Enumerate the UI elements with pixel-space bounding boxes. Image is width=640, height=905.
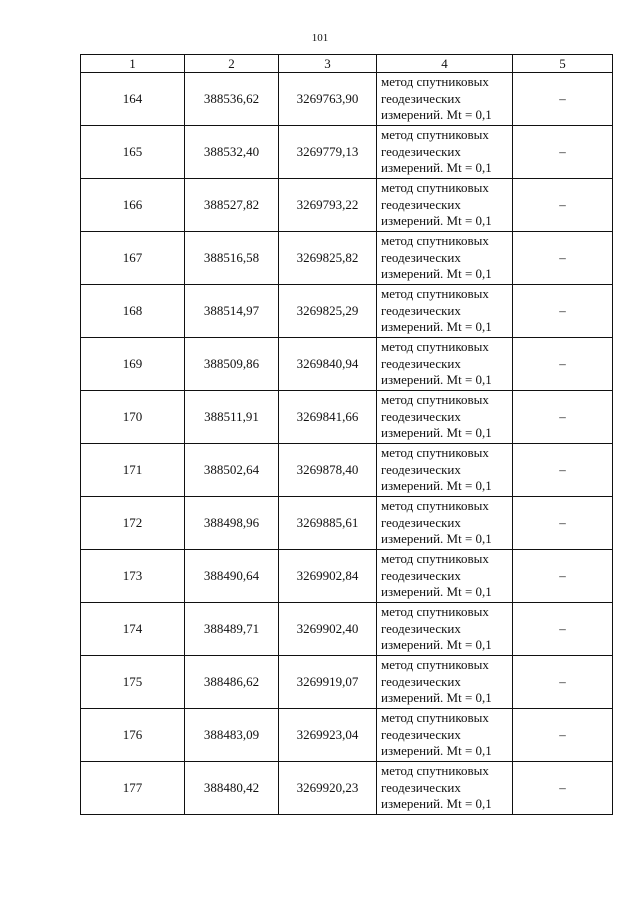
- method-text-line: измерений. Mt = 0,1: [381, 319, 492, 335]
- table-body: [81, 73, 613, 815]
- x-coordinate-cell: 388536,62: [185, 73, 279, 126]
- method-text-line: метод спутниковых: [381, 657, 489, 673]
- table-row: [81, 232, 613, 285]
- method-cell: [377, 126, 513, 179]
- table-row: [81, 762, 613, 815]
- column-header-2: 2: [185, 55, 279, 73]
- note-cell: –: [513, 709, 613, 762]
- method-text-line: геодезических: [381, 249, 461, 265]
- point-number-cell: 169: [81, 338, 185, 391]
- y-coordinate-cell: 3269902,84: [279, 550, 377, 603]
- x-coordinate-cell: 388490,64: [185, 550, 279, 603]
- y-coordinate-cell: 3269923,04: [279, 709, 377, 762]
- note-cell: –: [513, 762, 613, 815]
- x-coordinate-cell: 388489,71: [185, 603, 279, 656]
- note-cell: –: [513, 603, 613, 656]
- coordinates-table: [80, 54, 613, 815]
- method-text-line: метод спутниковых: [381, 392, 489, 408]
- column-header-4: 4: [377, 55, 513, 73]
- note-cell: –: [513, 656, 613, 709]
- point-number-cell: 174: [81, 603, 185, 656]
- column-header-3: 3: [279, 55, 377, 73]
- method-text-line: измерений. Mt = 0,1: [381, 690, 492, 706]
- note-cell: –: [513, 126, 613, 179]
- method-text-line: метод спутниковых: [381, 286, 489, 302]
- method-cell: [377, 603, 513, 656]
- note-cell: –: [513, 497, 613, 550]
- column-header-1: 1: [81, 55, 185, 73]
- method-text-line: геодезических: [381, 779, 461, 795]
- method-text-line: измерений. Mt = 0,1: [381, 107, 492, 123]
- method-cell: [377, 391, 513, 444]
- method-text-line: измерений. Mt = 0,1: [381, 584, 492, 600]
- x-coordinate-cell: 388532,40: [185, 126, 279, 179]
- method-cell: [377, 232, 513, 285]
- column-header-5: 5: [513, 55, 613, 73]
- y-coordinate-cell: 3269825,82: [279, 232, 377, 285]
- method-cell: [377, 444, 513, 497]
- method-text-line: метод спутниковых: [381, 180, 489, 196]
- method-text-line: геодезических: [381, 355, 461, 371]
- table-row: [81, 603, 613, 656]
- point-number-cell: 172: [81, 497, 185, 550]
- note-cell: –: [513, 444, 613, 497]
- method-text-line: измерений. Mt = 0,1: [381, 796, 492, 812]
- point-number-cell: 175: [81, 656, 185, 709]
- method-text-line: метод спутниковых: [381, 339, 489, 355]
- x-coordinate-cell: 388498,96: [185, 497, 279, 550]
- method-cell: [377, 709, 513, 762]
- method-text-line: геодезических: [381, 567, 461, 583]
- method-cell: [377, 338, 513, 391]
- point-number-cell: 166: [81, 179, 185, 232]
- point-number-cell: 171: [81, 444, 185, 497]
- method-text-line: измерений. Mt = 0,1: [381, 531, 492, 547]
- y-coordinate-cell: 3269885,61: [279, 497, 377, 550]
- x-coordinate-cell: 388511,91: [185, 391, 279, 444]
- y-coordinate-cell: 3269920,23: [279, 762, 377, 815]
- table-header-row: [81, 55, 613, 73]
- method-text-line: метод спутниковых: [381, 445, 489, 461]
- x-coordinate-cell: 388514,97: [185, 285, 279, 338]
- point-number-cell: 164: [81, 73, 185, 126]
- method-text-line: измерений. Mt = 0,1: [381, 160, 492, 176]
- method-text-line: измерений. Mt = 0,1: [381, 213, 492, 229]
- point-number-cell: 173: [81, 550, 185, 603]
- method-cell: [377, 73, 513, 126]
- method-text-line: геодезических: [381, 408, 461, 424]
- point-number-cell: 170: [81, 391, 185, 444]
- note-cell: –: [513, 285, 613, 338]
- y-coordinate-cell: 3269793,22: [279, 179, 377, 232]
- method-text-line: метод спутниковых: [381, 763, 489, 779]
- method-cell: [377, 497, 513, 550]
- method-text-line: геодезических: [381, 726, 461, 742]
- note-cell: –: [513, 179, 613, 232]
- method-text-line: измерений. Mt = 0,1: [381, 743, 492, 759]
- x-coordinate-cell: 388486,62: [185, 656, 279, 709]
- method-text-line: измерений. Mt = 0,1: [381, 425, 492, 441]
- method-text-line: геодезических: [381, 461, 461, 477]
- table-row: [81, 126, 613, 179]
- point-number-cell: 168: [81, 285, 185, 338]
- page-number: 101: [311, 32, 329, 44]
- note-cell: –: [513, 232, 613, 285]
- method-text-line: геодезических: [381, 620, 461, 636]
- method-text-line: измерений. Mt = 0,1: [381, 266, 492, 282]
- method-text-line: геодезических: [381, 143, 461, 159]
- method-text-line: измерений. Mt = 0,1: [381, 637, 492, 653]
- y-coordinate-cell: 3269878,40: [279, 444, 377, 497]
- table-row: [81, 73, 613, 126]
- method-text-line: измерений. Mt = 0,1: [381, 372, 492, 388]
- method-text-line: геодезических: [381, 196, 461, 212]
- method-cell: [377, 550, 513, 603]
- point-number-cell: 176: [81, 709, 185, 762]
- method-text-line: метод спутниковых: [381, 127, 489, 143]
- method-text-line: метод спутниковых: [381, 233, 489, 249]
- method-text-line: метод спутниковых: [381, 551, 489, 567]
- y-coordinate-cell: 3269902,40: [279, 603, 377, 656]
- point-number-cell: 165: [81, 126, 185, 179]
- method-text-line: геодезических: [381, 90, 461, 106]
- x-coordinate-cell: 388480,42: [185, 762, 279, 815]
- method-text-line: геодезических: [381, 302, 461, 318]
- table-row: [81, 179, 613, 232]
- method-text-line: метод спутниковых: [381, 710, 489, 726]
- x-coordinate-cell: 388516,58: [185, 232, 279, 285]
- method-text-line: измерений. Mt = 0,1: [381, 478, 492, 494]
- table-row: [81, 338, 613, 391]
- note-cell: –: [513, 391, 613, 444]
- point-number-cell: 177: [81, 762, 185, 815]
- table-row: [81, 550, 613, 603]
- y-coordinate-cell: 3269763,90: [279, 73, 377, 126]
- y-coordinate-cell: 3269779,13: [279, 126, 377, 179]
- method-text-line: геодезических: [381, 514, 461, 530]
- table-row: [81, 444, 613, 497]
- x-coordinate-cell: 388509,86: [185, 338, 279, 391]
- method-text-line: метод спутниковых: [381, 604, 489, 620]
- table-row: [81, 497, 613, 550]
- method-cell: [377, 179, 513, 232]
- table-row: [81, 285, 613, 338]
- y-coordinate-cell: 3269840,94: [279, 338, 377, 391]
- method-cell: [377, 762, 513, 815]
- method-text-line: метод спутниковых: [381, 74, 489, 90]
- x-coordinate-cell: 388483,09: [185, 709, 279, 762]
- y-coordinate-cell: 3269919,07: [279, 656, 377, 709]
- y-coordinate-cell: 3269825,29: [279, 285, 377, 338]
- note-cell: –: [513, 338, 613, 391]
- x-coordinate-cell: 388502,64: [185, 444, 279, 497]
- x-coordinate-cell: 388527,82: [185, 179, 279, 232]
- method-text-line: геодезических: [381, 673, 461, 689]
- note-cell: –: [513, 550, 613, 603]
- method-cell: [377, 656, 513, 709]
- table-row: [81, 709, 613, 762]
- table-row: [81, 656, 613, 709]
- method-text-line: метод спутниковых: [381, 498, 489, 514]
- point-number-cell: 167: [81, 232, 185, 285]
- method-cell: [377, 285, 513, 338]
- table-row: [81, 391, 613, 444]
- y-coordinate-cell: 3269841,66: [279, 391, 377, 444]
- note-cell: –: [513, 73, 613, 126]
